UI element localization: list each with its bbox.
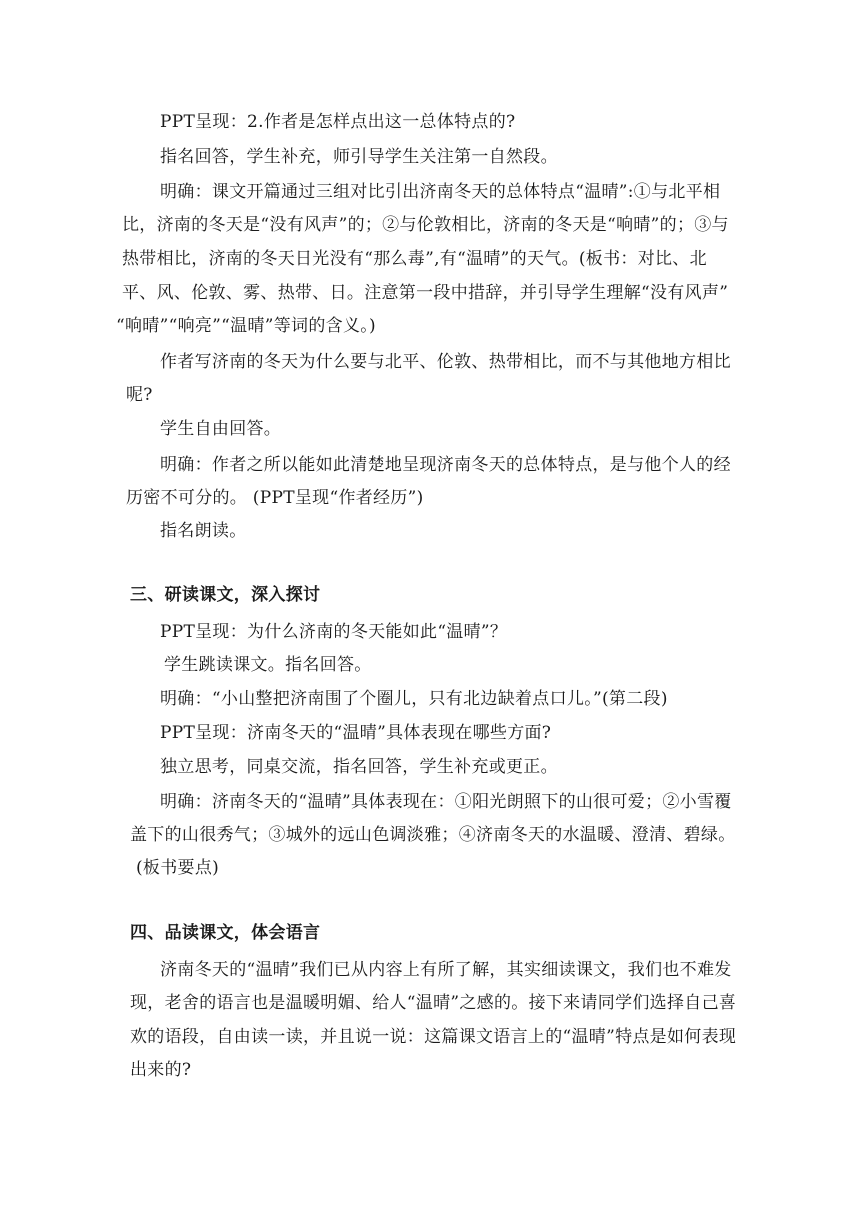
paragraph-line: 明确：作者之所以能如此清楚地呈现济南冬天的总体特点，是与他个人的经 <box>160 455 731 475</box>
ppt-prompt-2: PPT呈现：2.作者是怎样点出这一总体特点的? <box>160 112 516 132</box>
section-heading-4: 四、品读课文，体会语言 <box>130 923 321 943</box>
ppt-prompt: PPT呈现：济南冬天的“温晴”具体表现在哪些方面? <box>160 723 552 743</box>
paragraph-line: (板书要点) <box>136 858 220 878</box>
paragraph-line: 明确：济南冬天的“温晴”具体表现在：①阳光朗照下的山很可爱；②小雪覆 <box>160 792 732 812</box>
paragraph-line: 现，老舍的语言也是温暖明媚、给人“温晴”之感的。接下来请同学们选择自己喜 <box>130 993 737 1013</box>
paragraph-line: 平、风、伦敦、雾、热带、日。注意第一段中措辞，并引导学生理解“没有风声” <box>122 283 729 303</box>
paragraph-line: 盖下的山很秀气；③城外的远山色调淡雅；④济南冬天的水温暖、澄清、碧绿。 <box>130 825 736 845</box>
section-heading-3: 三、研读课文，深入探讨 <box>130 585 321 605</box>
paragraph-line: 明确：课文开篇通过三组对比引出济南冬天的总体特点“温晴”:①与北平相 <box>160 182 721 202</box>
paragraph-line: 指名朗读。 <box>160 521 247 541</box>
paragraph-line: 独立思考，同桌交流，指名回答，学生补充或更正。 <box>160 757 558 777</box>
paragraph-line: 济南冬天的“温晴”我们已从内容上有所了解，其实细读课文，我们也不难发 <box>160 960 732 980</box>
paragraph-line: 历密不可分的。 (PPT呈现“作者经历”) <box>126 488 424 508</box>
paragraph-line: 作者写济南的冬天为什么要与北平、伦敦、热带相比，而不与其他地方相比 <box>160 352 731 372</box>
paragraph-line: 呢? <box>126 385 153 405</box>
paragraph-line: 欢的语段，自由读一读，并且说一说：这篇课文语言上的“温晴”特点是如何表现 <box>130 1027 737 1047</box>
paragraph-line: 学生跳读课文。指名回答。 <box>164 655 372 675</box>
paragraph-line: 学生自由回答。 <box>160 419 282 439</box>
paragraph-line: “响晴”“响亮”“温晴”等词的含义。) <box>116 316 376 336</box>
ppt-prompt: PPT呈现：为什么济南的冬天能如此“温晴”？ <box>160 622 508 642</box>
paragraph-line: 明确：“小山整把济南围了个圈儿，只有北边缺着点口儿。”(第二段) <box>160 689 668 709</box>
paragraph-line: 出来的? <box>130 1060 192 1080</box>
paragraph-line: 指名回答，学生补充，师引导学生关注第一自然段。 <box>160 147 558 167</box>
paragraph-line: 比，济南的冬天是“没有风声”的；②与伦敦相比，济南的冬天是“响晴”的；③与 <box>122 215 729 235</box>
paragraph-line: 热带相比，济南的冬天日光没有“那么毒”,有“温晴”的天气。(板书：对比、北 <box>122 249 707 269</box>
